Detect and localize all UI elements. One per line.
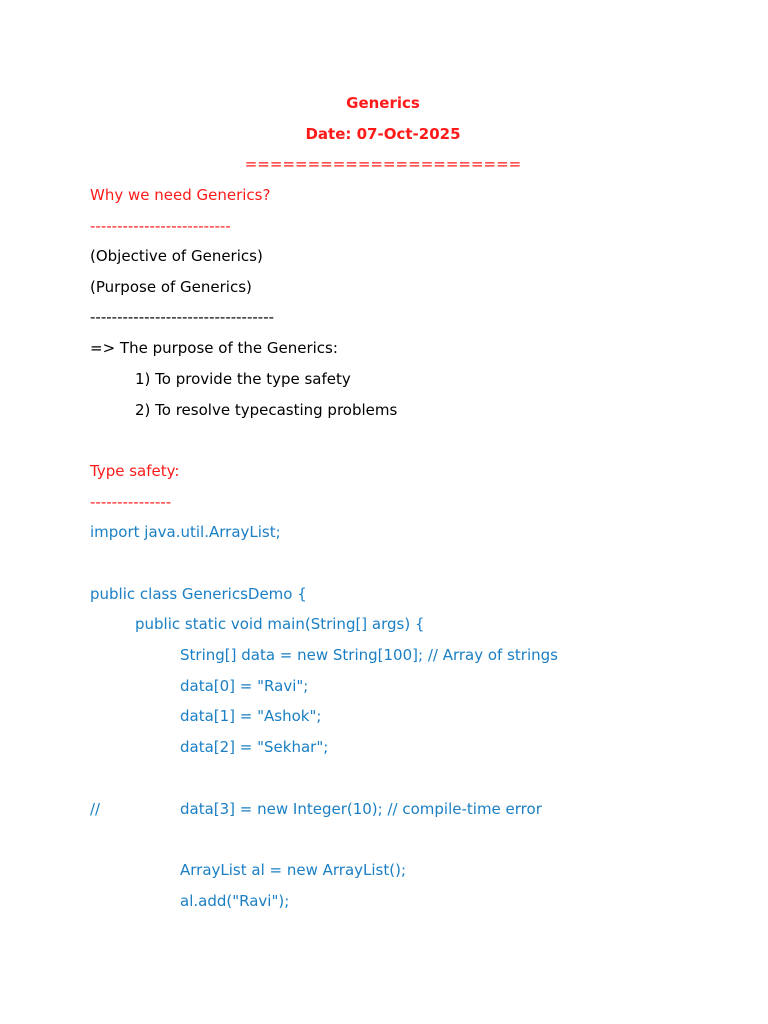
document-date: Date: 07-Oct-2025 — [305, 125, 461, 143]
title-underline: ====================== — [244, 155, 522, 173]
code-list-add: al.add("Ravi"); — [180, 892, 290, 910]
code-assign-3-commented: data[3] = new Integer(10); // compile-time error — [180, 800, 542, 818]
code-assign-2: data[2] = "Sekhar"; — [180, 738, 329, 756]
code-array-declaration: String[] data = new String[100]; // Array of strings — [180, 646, 558, 664]
section-heading-type-safety-rule: --------------- — [90, 493, 172, 511]
purpose-intro: => The purpose of the Generics: — [90, 339, 338, 357]
code-list-declaration: ArrayList al = new ArrayList(); — [180, 861, 407, 879]
code-assign-1: data[1] = "Ashok"; — [180, 707, 322, 725]
code-assign-0: data[0] = "Ravi"; — [180, 677, 309, 695]
code-import: import java.util.ArrayList; — [90, 523, 281, 541]
document-title: Generics — [346, 94, 420, 112]
purpose-line: (Purpose of Generics) — [90, 278, 252, 296]
code-class-declaration: public class GenericsDemo { — [90, 585, 307, 603]
section-heading-why-rule: -------------------------- — [90, 217, 231, 235]
objective-line: (Objective of Generics) — [90, 247, 263, 265]
separator-rule: ---------------------------------- — [90, 308, 275, 326]
section-heading-why: Why we need Generics? — [90, 186, 271, 204]
code-comment-marker: // — [90, 800, 101, 818]
purpose-point-1: 1) To provide the type safety — [135, 370, 351, 388]
purpose-point-2: 2) To resolve typecasting problems — [135, 401, 398, 419]
section-heading-type-safety: Type safety: — [90, 462, 180, 480]
code-main-declaration: public static void main(String[] args) { — [135, 615, 425, 633]
